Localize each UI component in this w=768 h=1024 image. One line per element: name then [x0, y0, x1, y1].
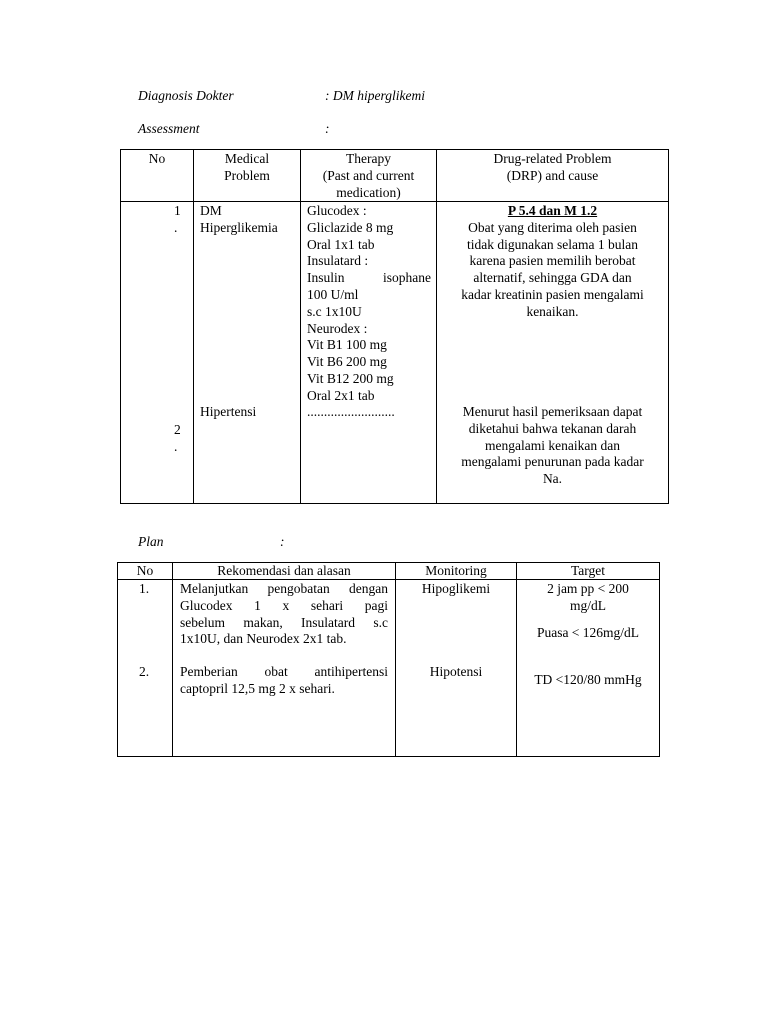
plan-row1-no: 1. [139, 581, 150, 596]
row2-problem: Hipertensi [200, 404, 257, 419]
header-therapy: Therapy (Past and current medication) [322, 151, 415, 200]
plan-header-no: No [136, 563, 154, 578]
row2-drp: Menurut hasil pemeriksaan dapat diketahui bahwa tekanan darah mengalami kenaikan dan mengalami penurunan pada kadar Na. [461, 404, 644, 487]
plan-row1-monitoring: Hipoglikemi [421, 581, 491, 596]
plan-header-monitoring: Monitoring [425, 563, 487, 578]
plan-row1-rekomendasi: Melanjutkan pengobatan dengan Glucodex 1 x sehari pagi sebelum makan, Insulatard s.c 1x10U, dan Neurodex 2x1 tab. [180, 581, 388, 647]
header-medical-problem: Medical Problem [224, 151, 270, 183]
row2-no: 2 . [174, 422, 181, 454]
plan-row2-rekomendasi: Pemberian obat antihipertensi captopril 12,5 mg 2 x sehari. [180, 664, 388, 696]
row1-drp: P 5.4 dan M 1.2 Obat yang diterima oleh pasien tidak digunakan selama 1 bulan karena pasien memilih berobat alternatif, sehingga GDA dan kadar kreatinin pasien mengalami kenaikan. [437, 203, 668, 321]
plan-row2-no: 2. [139, 664, 150, 679]
plan-label: Plan [138, 534, 164, 549]
row1-no: 1 . [174, 203, 181, 235]
header-drp: Drug-related Problem (DRP) and cause [493, 151, 612, 183]
assessment-colon: : [325, 121, 330, 136]
header-no: No [148, 151, 166, 166]
drp-code: P 5.4 dan M 1.2 [507, 203, 598, 218]
row1-problem: DM Hiperglikemia [200, 203, 278, 235]
plan-colon: : [280, 534, 285, 549]
row1-therapy: Glucodex : Gliclazide 8 mg Oral 1x1 tab Insulatard : Insulin isophane 100 U/ml s.c 1x10U Neurodex : Vit B1 100 mg Vit B6 200 mg Vit B12 200 mg Oral 2x1 tab [307, 203, 431, 403]
row2-therapy: .......................... [307, 404, 395, 419]
plan-header-rekomendasi: Rekomendasi dan alasan [217, 563, 351, 578]
diagnosis-label: Diagnosis Dokter [138, 88, 234, 103]
plan-row1-target: 2 jam pp < 200 mg/dL Puasa < 126mg/dL [536, 581, 640, 640]
plan-row2-monitoring: Hipotensi [429, 664, 483, 679]
diagnosis-value: : DM hiperglikemi [325, 88, 425, 103]
plan-row2-target: TD <120/80 mmHg [534, 672, 642, 687]
plan-header-target: Target [570, 563, 606, 578]
assessment-label: Assessment [138, 121, 200, 136]
